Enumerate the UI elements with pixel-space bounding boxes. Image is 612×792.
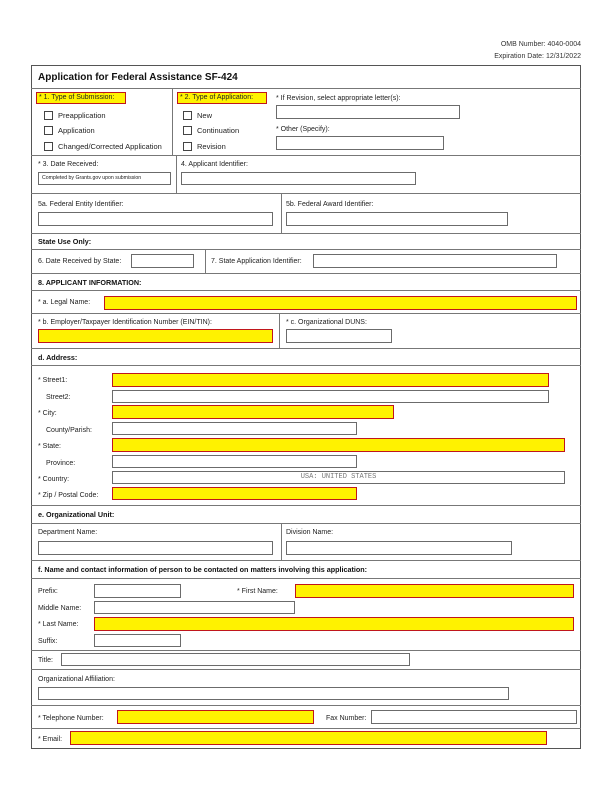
address-heading: d. Address: (38, 353, 78, 362)
option-label: New (197, 111, 213, 120)
divider (31, 578, 581, 579)
suffix-input[interactable] (94, 634, 181, 647)
country-label: * Country: (38, 476, 70, 483)
prefix-label: Prefix: (38, 588, 58, 595)
zip-label: * Zip / Postal Code: (38, 492, 99, 499)
applicant-info-heading: 8. APPLICANT INFORMATION: (38, 278, 142, 287)
department-label: Department Name: (38, 529, 98, 536)
legal-name-label: * a. Legal Name: (38, 299, 91, 306)
divider (172, 88, 173, 155)
state-select[interactable] (112, 438, 565, 452)
divider (31, 365, 581, 366)
divider (31, 88, 581, 89)
date-received-field: Completed by Grants.gov upon submission (38, 172, 171, 185)
federal-award-input[interactable] (286, 212, 508, 226)
divider (205, 249, 206, 273)
email-input[interactable] (70, 731, 547, 745)
divider (31, 249, 581, 250)
date-received-label: * 3. Date Received: (38, 161, 99, 168)
email-label: * Email: (38, 736, 63, 743)
divider (31, 155, 581, 156)
division-label: Division Name: (286, 529, 334, 536)
affiliation-label: Organizational Affiliation: (38, 676, 115, 683)
federal-award-label: 5b. Federal Award Identifier: (286, 201, 374, 208)
divider (31, 233, 581, 234)
ein-label: * b. Employer/Taxpayer Identification Number (EIN/TIN): (38, 319, 212, 326)
divider (279, 313, 280, 348)
divider (31, 650, 581, 651)
divider (31, 669, 581, 670)
submission-type-label: * 1. Type of Submission: (36, 92, 126, 104)
federal-entity-label: 5a. Federal Entity Identifier: (38, 201, 124, 208)
checkbox-application[interactable] (44, 126, 53, 135)
first-name-input[interactable] (295, 584, 574, 598)
fax-input[interactable] (371, 710, 577, 724)
affiliation-input[interactable] (38, 687, 509, 700)
duns-label: * c. Organizational DUNS: (286, 319, 367, 326)
duns-input[interactable] (286, 329, 392, 343)
middle-name-input[interactable] (94, 601, 295, 614)
expiration-date: Expiration Date: 12/31/2022 (494, 53, 581, 60)
divider (31, 705, 581, 706)
checkbox-new[interactable] (183, 111, 192, 120)
suffix-label: Suffix: (38, 638, 58, 645)
state-use-heading: State Use Only: (38, 237, 92, 246)
ein-input[interactable] (38, 329, 273, 343)
option-label: Changed/Corrected Application (58, 142, 162, 151)
contact-heading: f. Name and contact information of person to be contacted on matters involving this application: (38, 565, 368, 574)
applicant-identifier-input[interactable] (181, 172, 416, 185)
option-label: Revision (197, 142, 226, 151)
revision-label: * If Revision, select appropriate letter(s): (276, 95, 401, 102)
checkbox-changed-corrected[interactable] (44, 142, 53, 151)
state-label: * State: (38, 443, 61, 450)
street2-input[interactable] (112, 390, 549, 403)
divider (31, 348, 581, 349)
department-input[interactable] (38, 541, 273, 555)
telephone-input[interactable] (117, 710, 314, 724)
other-specify-input[interactable] (276, 136, 444, 150)
federal-entity-input[interactable] (38, 212, 273, 226)
county-label: County/Parish: (46, 427, 92, 434)
divider (31, 560, 581, 561)
first-name-label: * First Name: (237, 588, 278, 595)
option-label: Application (58, 126, 95, 135)
city-input[interactable] (112, 405, 394, 419)
last-name-input[interactable] (94, 617, 574, 631)
other-specify-label: * Other (Specify): (276, 126, 330, 133)
form-title: Application for Federal Assistance SF-424 (38, 72, 238, 83)
state-date-received-label: 6. Date Received by State: (38, 258, 122, 265)
prefix-input[interactable] (94, 584, 181, 598)
fax-label: Fax Number: (326, 715, 367, 722)
option-label: Preapplication (58, 111, 106, 120)
state-date-received-input[interactable] (131, 254, 194, 268)
checkbox-revision[interactable] (183, 142, 192, 151)
checkbox-preapplication[interactable] (44, 111, 53, 120)
last-name-label: * Last Name: (38, 621, 79, 628)
divider (31, 313, 581, 314)
divider (176, 155, 177, 193)
city-label: * City: (38, 410, 57, 417)
application-type-label: * 2. Type of Application: (177, 92, 267, 104)
divider (31, 193, 581, 194)
state-application-id-label: 7. State Application Identifier: (211, 258, 302, 265)
state-application-id-input[interactable] (313, 254, 557, 268)
title-input[interactable] (61, 653, 410, 666)
applicant-identifier-label: 4. Applicant Identifier: (181, 161, 248, 168)
divider (31, 273, 581, 274)
street2-label: Street2: (46, 394, 71, 401)
street1-input[interactable] (112, 373, 549, 387)
title-label: Title: (38, 657, 53, 664)
option-label: Continuation (197, 126, 240, 135)
middle-name-label: Middle Name: (38, 605, 82, 612)
omb-number: OMB Number: 4040-0004 (500, 41, 581, 48)
divider (31, 728, 581, 729)
telephone-label: * Telephone Number: (38, 715, 104, 722)
province-label: Province: (46, 460, 76, 467)
revision-letter-input[interactable] (276, 105, 460, 119)
divider (281, 523, 282, 560)
divider (31, 523, 581, 524)
checkbox-continuation[interactable] (183, 126, 192, 135)
province-input[interactable] (112, 455, 357, 468)
county-input[interactable] (112, 422, 357, 435)
org-unit-heading: e. Organizational Unit: (38, 510, 115, 519)
divider (31, 290, 581, 291)
division-input[interactable] (286, 541, 512, 555)
street1-label: * Street1: (38, 377, 68, 384)
country-select[interactable]: USA: UNITED STATES (112, 471, 565, 484)
legal-name-input[interactable] (104, 296, 577, 310)
divider (31, 505, 581, 506)
zip-input[interactable] (112, 487, 357, 500)
divider (281, 193, 282, 233)
